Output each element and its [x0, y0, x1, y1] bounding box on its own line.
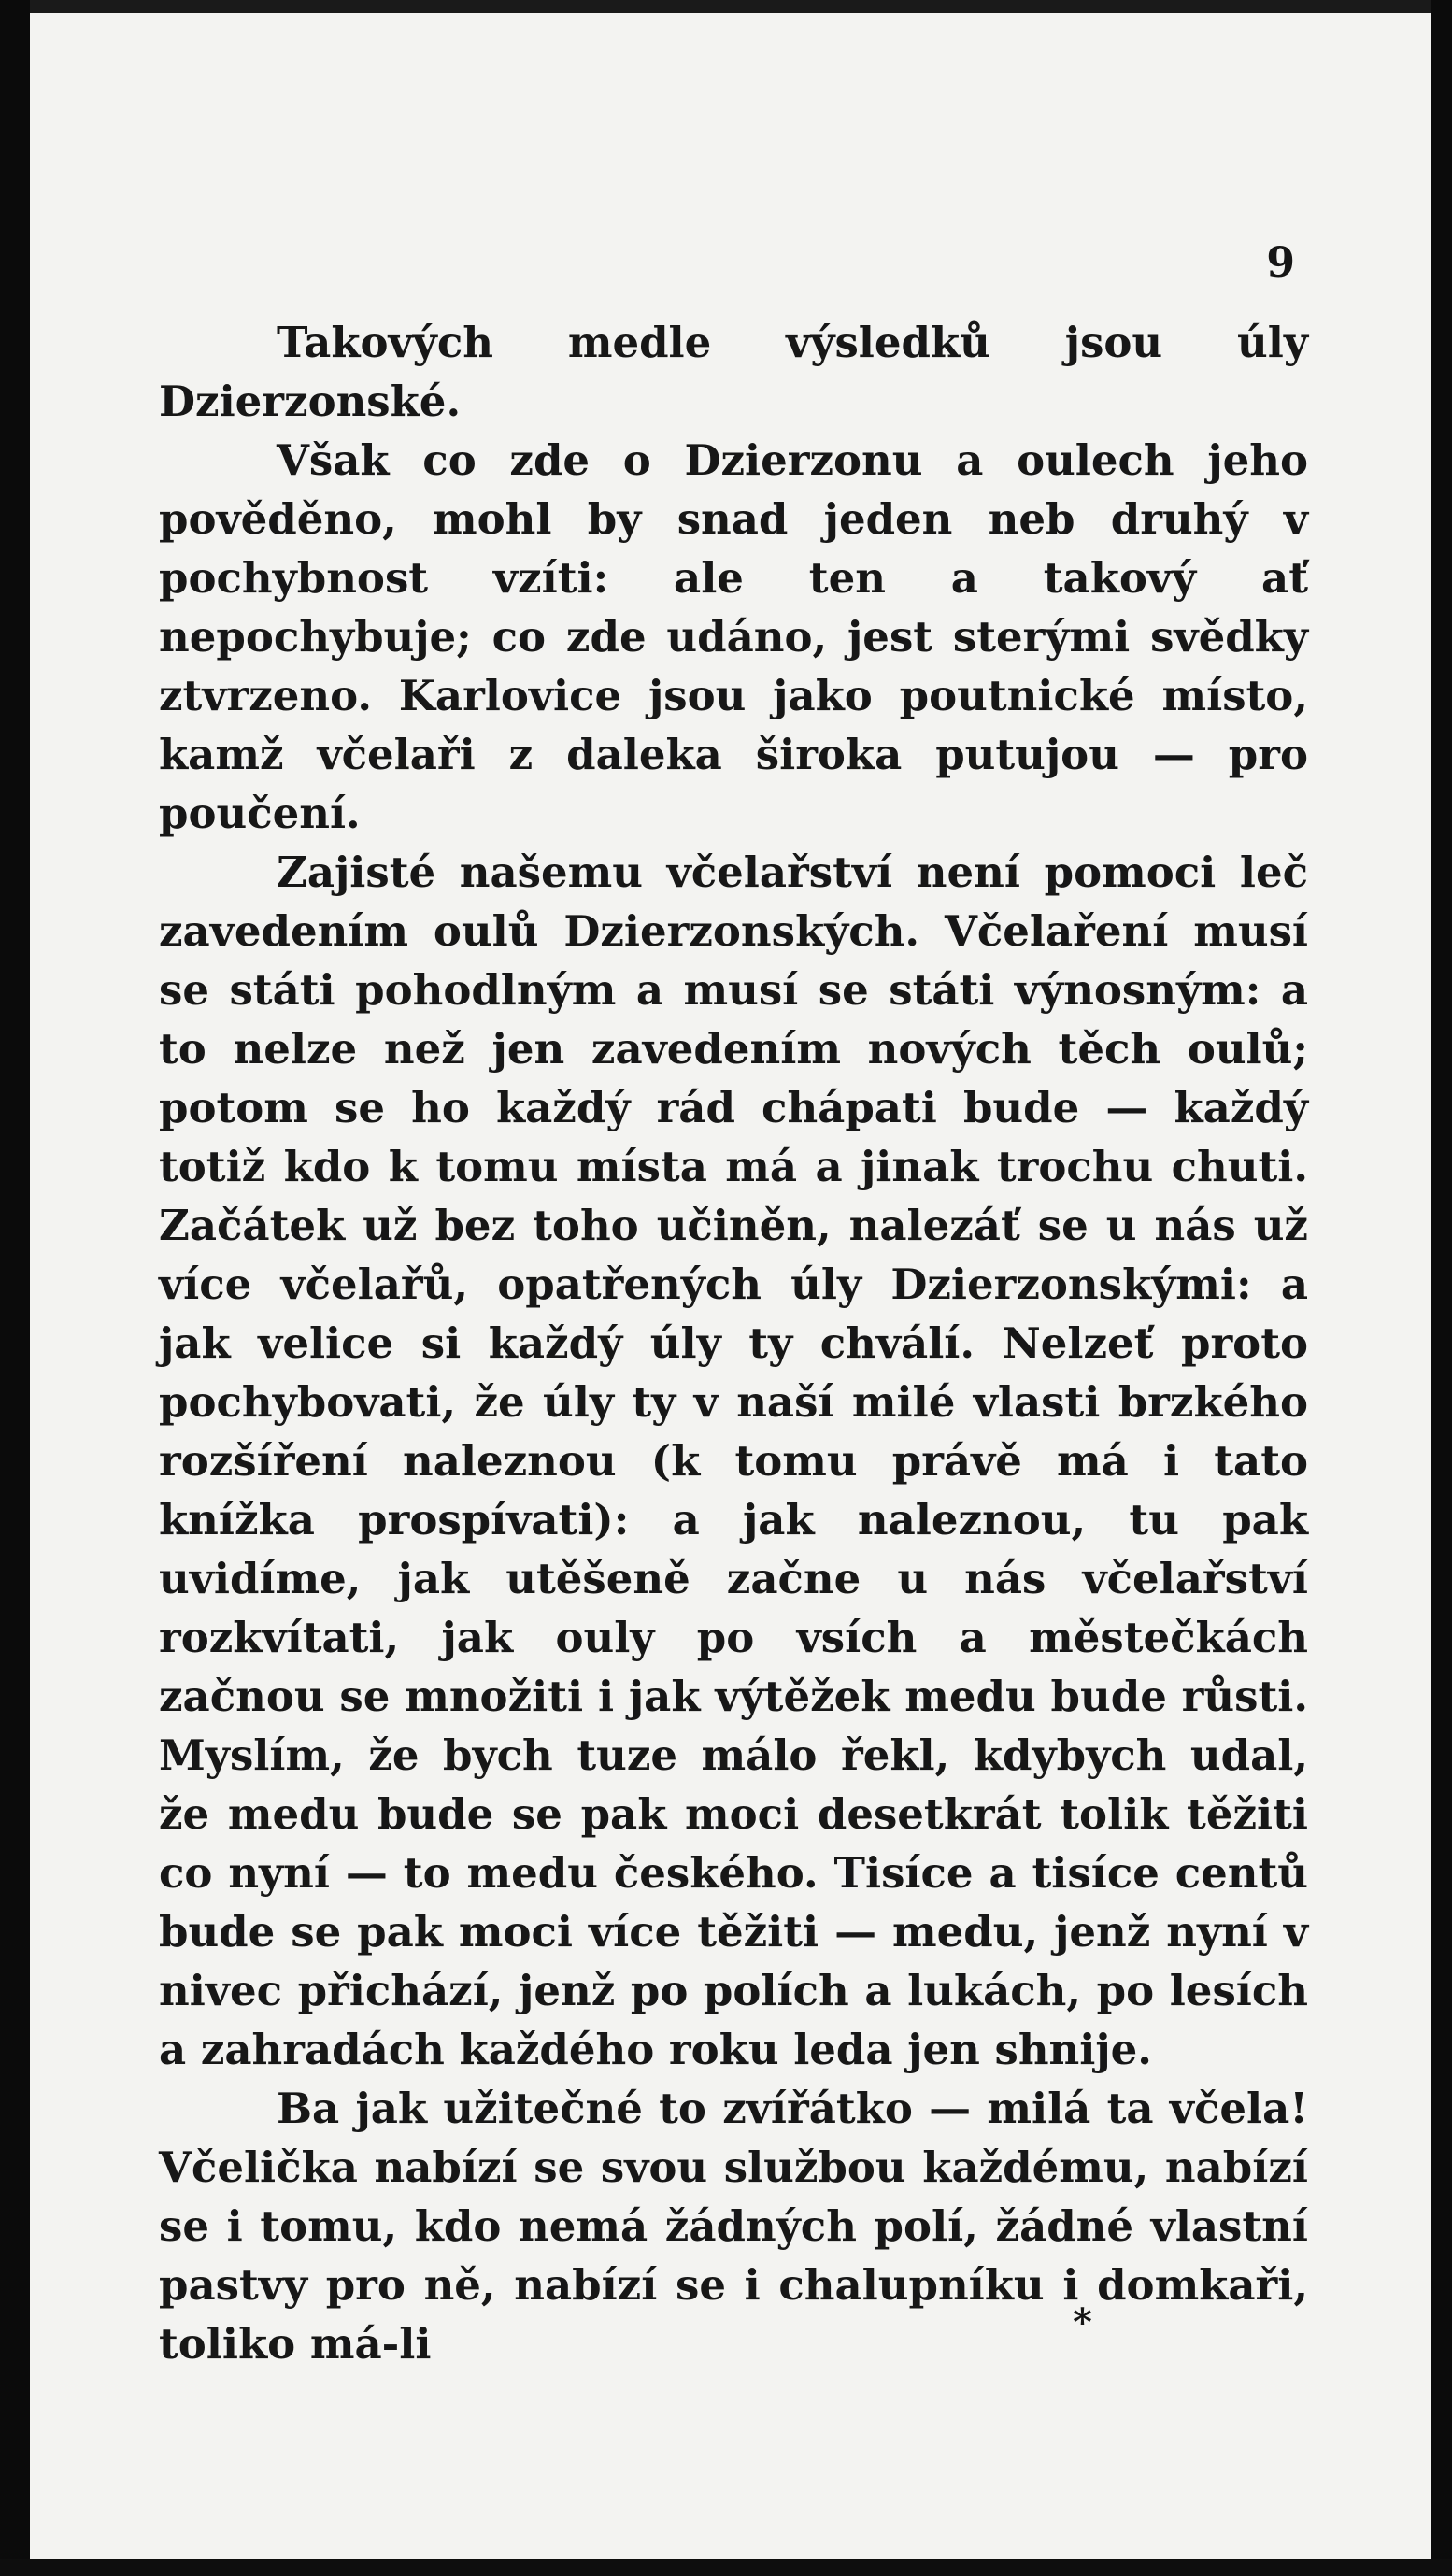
scan-edge-top [0, 0, 1452, 13]
scan-edge-right [1431, 0, 1452, 2576]
paragraph-1: Takových medle výsledků jsou úly Dzierzonské. [159, 318, 1308, 426]
scan-edge-bottom [0, 2559, 1452, 2576]
paragraph-4: Ba jak užitečné to zvířátko — milá ta včela! Včelička nabízí se svou službou každému, nabízí se i tomu, kdo nemá žádných polí, žádné vlastní pastvy pro ně, nabízí se i chalupníku i domkaři, toliko má-li [159, 2084, 1308, 2369]
page-number: 9 [1266, 239, 1295, 287]
scan-edge-left [0, 0, 30, 2576]
paragraph-3: Zajisté našemu včelařství není pomoci leč zavedením oulů Dzierzonských. Včelaření musí se státi pohodlným a musí se státi výnosným: a to nelze než jen zavedením nových těch oulů; potom se ho každý rád chápati bude — každý totiž kdo k tomu místa má a jinak trochu chuti. Začátek už bez toho učiněn, nalezáť se u nás už více včelařů, opatřených úly Dzierzonskými: a jak velice si každý úly ty chválí. Nelzeť proto pochybovati, že úly ty v naší milé vlasti brzkého rozšíření naleznou (k tomu právě má i tato knížka prospívati): a jak naleznou, tu pak uvidíme, jak utěšeně začne u nás včelařství rozkvítati, jak ouly po vsích a městečkách začnou se množiti i jak výtěžek medu bude růsti. Myslím, že bych tuze málo řekl, kdybych udal, že medu bude se pak moci desetkrát tolik těžiti co nyní — to medu českého. Tisíce a tisíce centů bude se pak moci více těžiti — medu, jenž nyní v nivec přichází, jenž po polích a lukách, po lesích a zahradách každého roku leda jen shnije. [159, 847, 1308, 2074]
signature-mark: * [1073, 2300, 1092, 2344]
body-text [159, 313, 1308, 2373]
paragraph-2: Však co zde o Dzierzonu a oulech jeho pověděno, mohl by snad jeden neb druhý v pochybnost vzíti: ale ten a takový ať nepochybuje; co zde udáno, jest sterými svědky ztvrzeno. Karlovice jsou jako poutnické místo, kamž včelaři z daleka široka putujou — pro poučení. [159, 435, 1308, 838]
